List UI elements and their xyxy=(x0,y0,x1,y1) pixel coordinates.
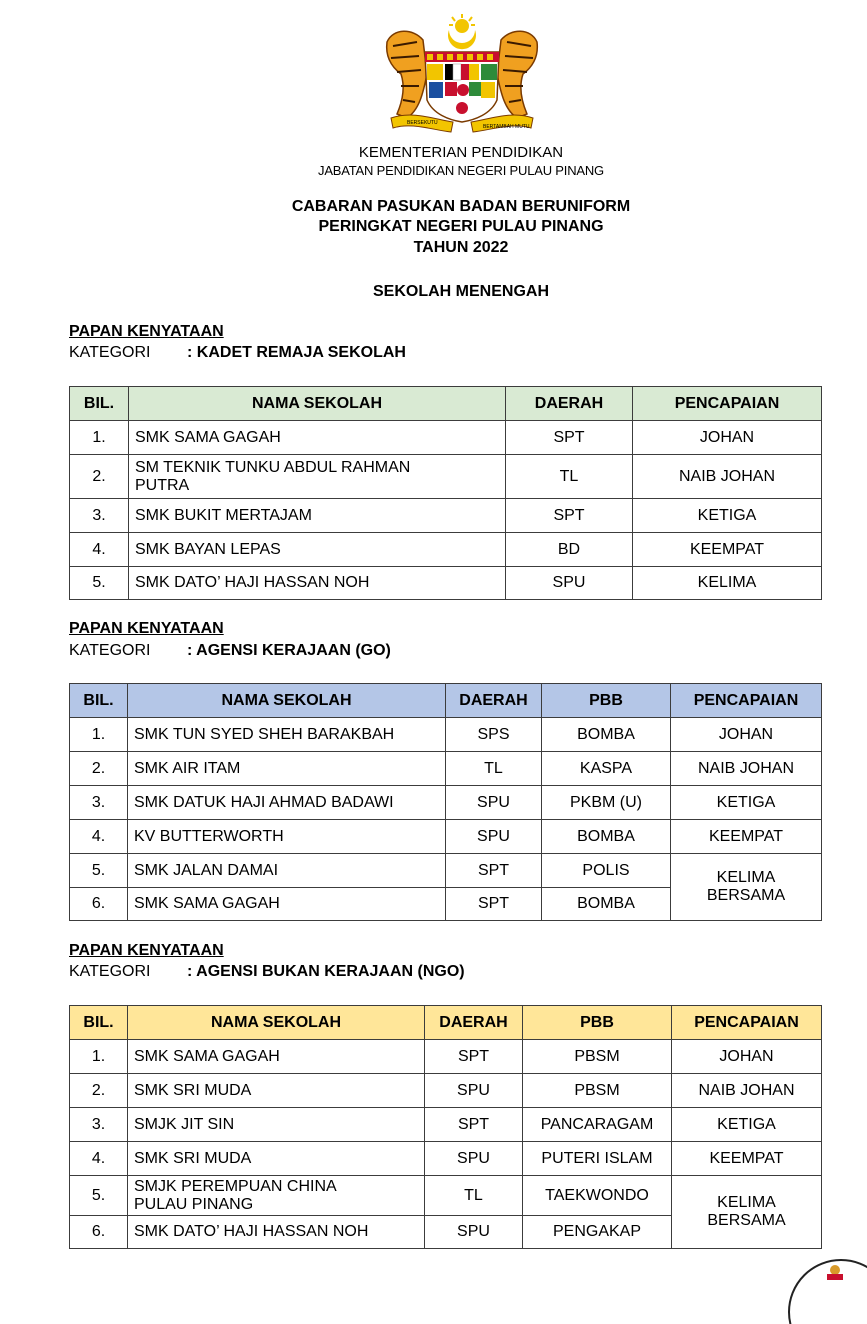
cell-pbb: KASPA xyxy=(542,752,671,786)
cell-daerah: TL xyxy=(425,1176,523,1216)
cell-bil: 1. xyxy=(70,421,129,455)
cell-pencapaian: KETIGA xyxy=(671,786,822,820)
table-row xyxy=(70,786,822,820)
cell-daerah: TL xyxy=(446,752,542,786)
cell-bil: 3. xyxy=(70,786,128,820)
cell-nama-sekolah: SMK DATO’ HAJI HASSAN NOH xyxy=(129,567,506,600)
svg-text:BERSEKUTU: BERSEKUTU xyxy=(407,120,438,126)
column-header-nama-sekolah: NAMA SEKOLAH xyxy=(128,684,446,718)
cell-bil: 6. xyxy=(70,1216,128,1249)
cell-bil: 4. xyxy=(70,1142,128,1176)
cell-nama-sekolah: SM TEKNIK TUNKU ABDUL RAHMAN PUTRA xyxy=(129,455,506,499)
malaysia-coat-of-arms-icon xyxy=(383,14,541,138)
results-table-kadet-remaja xyxy=(69,386,822,600)
cell-pencapaian: KEEMPAT xyxy=(671,820,822,854)
cell-pbb: POLIS xyxy=(542,854,671,888)
cell-daerah: SPU xyxy=(446,820,542,854)
column-header-bil: BIL. xyxy=(70,387,129,421)
cell-bil: 2. xyxy=(70,752,128,786)
category-label: KATEGORI xyxy=(69,642,151,659)
column-header-nama-sekolah: NAMA SEKOLAH xyxy=(128,1006,425,1040)
cell-pencapaian: JOHAN xyxy=(671,718,822,752)
cell-daerah: SPT xyxy=(506,421,633,455)
cell-nama-sekolah: SMK AIR ITAM xyxy=(128,752,446,786)
category-line xyxy=(69,642,391,660)
column-header-pencapaian: PENCAPAIAN xyxy=(633,387,822,421)
results-table-agensi-bukan-kerajaan xyxy=(69,1005,822,1249)
cell-pbb: PKBM (U) xyxy=(542,786,671,820)
cell-nama-sekolah: SMK SAMA GAGAH xyxy=(128,888,446,921)
category-label: KATEGORI xyxy=(69,963,151,980)
cell-pbb: PANCARAGAM xyxy=(523,1108,672,1142)
cell-pencapaian: KEEMPAT xyxy=(633,533,822,567)
table-row xyxy=(70,1074,822,1108)
cell-daerah: SPT xyxy=(446,888,542,921)
cell-nama-sekolah: SMK TUN SYED SHEH BARAKBAH xyxy=(128,718,446,752)
column-header-daerah: DAERAH xyxy=(506,387,633,421)
category-value: : AGENSI KERAJAAN (GO) xyxy=(187,642,391,659)
cell-bil: 5. xyxy=(70,1176,128,1216)
cell-bil: 4. xyxy=(70,820,128,854)
column-header-bil: BIL. xyxy=(70,684,128,718)
category-value: : AGENSI BUKAN KERAJAAN (NGO) xyxy=(187,963,465,980)
cell-daerah: SPU xyxy=(506,567,633,600)
cell-pencapaian-merged: KELIMA BERSAMA xyxy=(671,854,822,921)
cell-pbb: TAEKWONDO xyxy=(523,1176,672,1216)
cell-pbb: BOMBA xyxy=(542,820,671,854)
cell-daerah: BD xyxy=(506,533,633,567)
cell-pbb: PENGAKAP xyxy=(523,1216,672,1249)
cell-daerah: SPU xyxy=(425,1142,523,1176)
table-row xyxy=(70,718,822,752)
cell-daerah: SPT xyxy=(446,854,542,888)
document-title-line-2: PERINGKAT NEGERI PULAU PINANG xyxy=(318,218,604,235)
category-label: KATEGORI xyxy=(69,344,151,361)
table-row xyxy=(70,752,822,786)
cell-pencapaian: KEEMPAT xyxy=(672,1142,822,1176)
category-line xyxy=(69,344,406,362)
cell-nama-sekolah: SMK SAMA GAGAH xyxy=(128,1040,425,1074)
column-header-pbb: PBB xyxy=(542,684,671,718)
table-header-row xyxy=(70,387,822,421)
cell-pbb: PUTERI ISLAM xyxy=(523,1142,672,1176)
cell-nama-sekolah: SMK SRI MUDA xyxy=(128,1074,425,1108)
table-header-row xyxy=(70,684,822,718)
cell-bil: 5. xyxy=(70,567,129,600)
cell-nama-sekolah: SMK DATUK HAJI AHMAD BADAWI xyxy=(128,786,446,820)
column-header-pencapaian: PENCAPAIAN xyxy=(671,684,822,718)
cell-pbb: BOMBA xyxy=(542,888,671,921)
table-header-row xyxy=(70,1006,822,1040)
cell-bil: 4. xyxy=(70,533,129,567)
school-level-heading: SEKOLAH MENENGAH xyxy=(372,283,549,300)
cell-pencapaian: KETIGA xyxy=(672,1108,822,1142)
cell-pencapaian: NAIB JOHAN xyxy=(671,752,822,786)
table-row xyxy=(70,1142,822,1176)
column-header-daerah: DAERAH xyxy=(446,684,542,718)
section-heading: PAPAN KENYATAAN xyxy=(69,942,224,959)
table-row xyxy=(70,820,822,854)
results-table-agensi-kerajaan xyxy=(69,683,822,921)
cell-daerah: SPT xyxy=(425,1108,523,1142)
cell-bil: 1. xyxy=(70,718,128,752)
cell-nama-sekolah: SMK DATO’ HAJI HASSAN NOH xyxy=(128,1216,425,1249)
column-header-nama-sekolah: NAMA SEKOLAH xyxy=(129,387,506,421)
category-value: : KADET REMAJA SEKOLAH xyxy=(187,344,406,361)
cell-daerah: SPT xyxy=(506,499,633,533)
section-heading: PAPAN KENYATAAN xyxy=(69,620,224,637)
cell-daerah: SPS xyxy=(446,718,542,752)
cell-pencapaian: JOHAN xyxy=(633,421,822,455)
cell-pencapaian: KETIGA xyxy=(633,499,822,533)
cell-daerah: SPU xyxy=(425,1074,523,1108)
cell-pencapaian: NAIB JOHAN xyxy=(633,455,822,499)
column-header-daerah: DAERAH xyxy=(425,1006,523,1040)
svg-text:BERTAMBAH MUTU: BERTAMBAH MUTU xyxy=(483,124,530,130)
ministry-name: KEMENTERIAN PENDIDIKAN xyxy=(358,144,564,161)
section-heading: PAPAN KENYATAAN xyxy=(69,323,224,340)
cell-bil: 5. xyxy=(70,854,128,888)
cell-daerah: SPU xyxy=(446,786,542,820)
cell-nama-sekolah: KV BUTTERWORTH xyxy=(128,820,446,854)
cell-pencapaian: KELIMA xyxy=(633,567,822,600)
table-row xyxy=(70,533,822,567)
table-row xyxy=(70,1108,822,1142)
table-row xyxy=(70,854,822,888)
cell-daerah: TL xyxy=(506,455,633,499)
cell-bil: 6. xyxy=(70,888,128,921)
cell-nama-sekolah: SMK SRI MUDA xyxy=(128,1142,425,1176)
department-name: JABATAN PENDIDIKAN NEGERI PULAU PINANG xyxy=(318,163,604,178)
cell-daerah: SPU xyxy=(425,1216,523,1249)
table-row xyxy=(70,567,822,600)
document-title-line-3: TAHUN 2022 xyxy=(413,239,509,256)
cell-nama-sekolah: SMJK PEREMPUAN CHINA PULAU PINANG xyxy=(128,1176,425,1216)
cell-pencapaian: JOHAN xyxy=(672,1040,822,1074)
cell-bil: 3. xyxy=(70,1108,128,1142)
table-row xyxy=(70,421,822,455)
cell-bil: 3. xyxy=(70,499,129,533)
column-header-pbb: PBB xyxy=(523,1006,672,1040)
table-row xyxy=(70,1176,822,1216)
column-header-bil: BIL. xyxy=(70,1006,128,1040)
table-row xyxy=(70,499,822,533)
table-row xyxy=(70,1040,822,1074)
cell-daerah: SPT xyxy=(425,1040,523,1074)
cell-pencapaian: NAIB JOHAN xyxy=(672,1074,822,1108)
cell-pbb: BOMBA xyxy=(542,718,671,752)
cell-nama-sekolah: SMK BAYAN LEPAS xyxy=(129,533,506,567)
category-line xyxy=(69,963,465,981)
cell-nama-sekolah: SMK JALAN DAMAI xyxy=(128,854,446,888)
table-row xyxy=(70,455,822,499)
cell-bil: 2. xyxy=(70,1074,128,1108)
cell-nama-sekolah: SMK SAMA GAGAH xyxy=(129,421,506,455)
cell-bil: 2. xyxy=(70,455,129,499)
cell-nama-sekolah: SMK BUKIT MERTAJAM xyxy=(129,499,506,533)
cell-pbb: PBSM xyxy=(523,1040,672,1074)
column-header-pencapaian: PENCAPAIAN xyxy=(672,1006,822,1040)
cell-pbb: PBSM xyxy=(523,1074,672,1108)
cell-nama-sekolah: SMJK JIT SIN xyxy=(128,1108,425,1142)
cell-bil: 1. xyxy=(70,1040,128,1074)
document-title-line-1: CABARAN PASUKAN BADAN BERUNIFORM xyxy=(291,198,631,215)
official-stamp-icon xyxy=(786,1254,867,1324)
cell-pencapaian-merged: KELIMA BERSAMA xyxy=(672,1176,822,1249)
